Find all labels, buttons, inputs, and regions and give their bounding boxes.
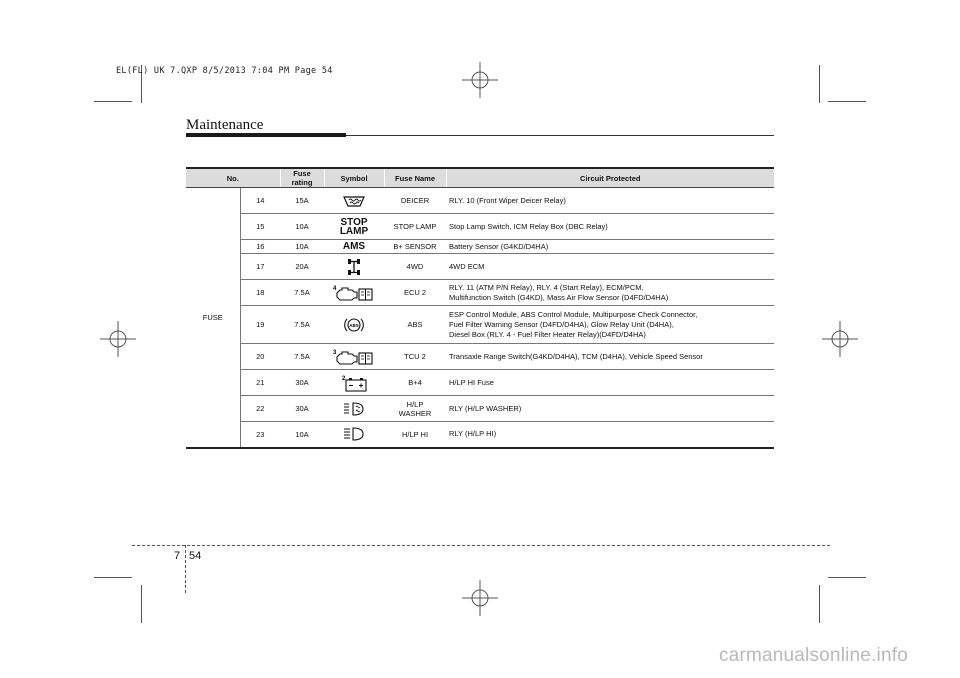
registration-target-icon bbox=[822, 321, 858, 357]
circuit-protected bbox=[446, 188, 774, 214]
headlamp-washer-icon bbox=[343, 401, 365, 417]
table-row bbox=[186, 188, 774, 214]
abs-label: ABS bbox=[349, 322, 359, 328]
circuit-line: Multifunction Switch (G4KD), Mass Air Flow Sensor (D4FD/D4HA) bbox=[449, 292, 669, 302]
section-title: Maintenance bbox=[186, 117, 264, 133]
deicer-icon bbox=[343, 195, 365, 207]
circuit-line: RLY. 10 (Front Wiper Deicer Relay) bbox=[449, 195, 566, 205]
circuit-protected bbox=[446, 306, 774, 344]
fuse-no: 16 bbox=[240, 240, 280, 254]
circuit-line: Stop Lamp Switch, ICM Relay Box (DBC Relay) bbox=[449, 221, 608, 231]
circuit-protected bbox=[446, 280, 774, 306]
crop-mark bbox=[94, 577, 132, 578]
stop-lamp-symbol bbox=[327, 218, 381, 236]
headlamp-high-icon bbox=[343, 426, 365, 442]
symbol-cell bbox=[324, 344, 384, 370]
page-number: 54 bbox=[189, 550, 202, 562]
table-header-row bbox=[186, 168, 774, 188]
title-rule bbox=[346, 135, 774, 136]
header-no: No. bbox=[186, 168, 280, 188]
header-circuit-protected: Circuit Protected bbox=[446, 168, 774, 188]
fuse-rating: 20A bbox=[280, 254, 324, 280]
print-slug: EL(FL) UK 7.QXP 8/5/2013 7:04 PM Page 54 bbox=[116, 66, 333, 76]
header-fuse-name: Fuse Name bbox=[384, 168, 446, 188]
table-row bbox=[186, 370, 774, 396]
crop-mark bbox=[141, 585, 142, 623]
fuse-name: ABS bbox=[384, 306, 446, 344]
circuit-line: Diesel Box (RLY. 4 - Fuel Filter Heater Relay)(D4FD/D4HA) bbox=[449, 329, 646, 339]
crop-mark bbox=[819, 585, 820, 623]
registration-target-icon bbox=[462, 62, 498, 98]
fuse-name: 4WD bbox=[384, 254, 446, 280]
table-row bbox=[186, 306, 774, 344]
title-bar bbox=[186, 133, 346, 137]
circuit-line: RLY (H/LP HI) bbox=[449, 429, 497, 439]
crop-mark bbox=[819, 65, 820, 103]
header-fuse-rating: Fuse rating bbox=[280, 168, 324, 188]
fuse-name: B+4 bbox=[384, 370, 446, 396]
symbol-text: LAMP bbox=[339, 225, 369, 237]
table-row bbox=[186, 344, 774, 370]
header-symbol: Symbol bbox=[324, 168, 384, 188]
circuit-line: H/LP HI Fuse bbox=[449, 377, 494, 387]
footer-divider bbox=[185, 545, 186, 593]
fuse-no: 22 bbox=[240, 396, 280, 422]
fuse-no: 23 bbox=[240, 422, 280, 448]
crop-mark bbox=[828, 577, 866, 578]
symbol-cell bbox=[324, 370, 384, 396]
abs-icon bbox=[343, 316, 365, 334]
fuse-rating: 7.5A bbox=[280, 306, 324, 344]
battery-icon bbox=[340, 374, 368, 392]
circuit-line: Battery Sensor (G4KD/D4HA) bbox=[449, 241, 549, 251]
circuit-number: 4 bbox=[333, 285, 337, 292]
engine-ecu-icon bbox=[333, 284, 375, 302]
fuse-name: H/LP HI bbox=[384, 422, 446, 448]
circuit-line: Transaxle Range Switch(G4KD/D4HA), TCM (D4HA), Vehicle Speed Sensor bbox=[449, 351, 703, 361]
fuse-rating: 30A bbox=[280, 370, 324, 396]
circuit-line: Fuel Filter Warning Sensor (D4FD/D4HA), Glow Relay Unit (D4HA), bbox=[449, 319, 674, 329]
circuit-protected bbox=[446, 370, 774, 396]
table-row bbox=[186, 214, 774, 240]
circuit-protected bbox=[446, 214, 774, 240]
symbol-cell bbox=[324, 396, 384, 422]
symbol-cell bbox=[324, 422, 384, 448]
fuse-no: 17 bbox=[240, 254, 280, 280]
symbol-cell bbox=[324, 188, 384, 214]
fuse-rating: 10A bbox=[280, 422, 324, 448]
table-row bbox=[186, 422, 774, 448]
crop-mark bbox=[94, 101, 132, 102]
table-row bbox=[186, 240, 774, 254]
ams-symbol: AMS bbox=[342, 241, 366, 252]
circuit-protected bbox=[446, 240, 774, 254]
fuse-group-label: FUSE bbox=[186, 188, 240, 448]
fuse-no: 20 bbox=[240, 344, 280, 370]
table-row bbox=[186, 254, 774, 280]
circuit-line: ESP Control Module, ABS Control Module, Multipurpose Check Connector, bbox=[449, 309, 698, 319]
crop-mark bbox=[828, 101, 866, 102]
fuse-no: 21 bbox=[240, 370, 280, 396]
symbol-cell bbox=[324, 280, 384, 306]
fuse-table bbox=[186, 167, 774, 449]
4wd-icon bbox=[347, 257, 361, 277]
fuse-name: ECU 2 bbox=[384, 280, 446, 306]
fuse-rating: 10A bbox=[280, 240, 324, 254]
circuit-line: RLY. 11 (ATM P/N Relay), RLY. 4 (Start Relay), ECM/PCM, bbox=[449, 282, 644, 292]
chapter-number: 7 bbox=[174, 550, 181, 562]
table-row bbox=[186, 396, 774, 422]
fuse-name: STOP LAMP bbox=[384, 214, 446, 240]
fuse-name: B+ SENSOR bbox=[384, 240, 446, 254]
circuit-protected bbox=[446, 344, 774, 370]
circuit-line: RLY (H/LP WASHER) bbox=[449, 403, 522, 413]
circuit-protected bbox=[446, 254, 774, 280]
fuse-rating: 10A bbox=[280, 214, 324, 240]
circuit-protected bbox=[446, 422, 774, 448]
fuse-name: DEICER bbox=[384, 188, 446, 214]
symbol-cell bbox=[324, 214, 384, 240]
fuse-no: 18 bbox=[240, 280, 280, 306]
registration-target-icon bbox=[100, 321, 136, 357]
fuse-no: 14 bbox=[240, 188, 280, 214]
circuit-protected bbox=[446, 396, 774, 422]
table-row bbox=[186, 280, 774, 306]
symbol-text: STOP bbox=[340, 216, 368, 228]
symbol-cell bbox=[324, 254, 384, 280]
fuse-no: 19 bbox=[240, 306, 280, 344]
fuse-no: 15 bbox=[240, 214, 280, 240]
fuse-rating: 15A bbox=[280, 188, 324, 214]
watermark: carmanualsonline.info bbox=[718, 645, 908, 666]
footer-rule bbox=[132, 545, 830, 546]
fuse-name-line: H/LP bbox=[406, 399, 424, 409]
fuse-name: TCU 2 bbox=[384, 344, 446, 370]
symbol-cell bbox=[324, 306, 384, 344]
engine-tcu-icon bbox=[333, 348, 375, 366]
fuse-name bbox=[384, 396, 446, 422]
circuit-number: 3 bbox=[333, 349, 337, 356]
registration-target-icon bbox=[462, 580, 498, 616]
fuse-name-line: WASHER bbox=[398, 408, 432, 418]
circuit-line: 4WD ECM bbox=[449, 261, 485, 271]
fuse-rating: 30A bbox=[280, 396, 324, 422]
circuit-number: 2 bbox=[342, 375, 346, 382]
fuse-rating: 7.5A bbox=[280, 280, 324, 306]
fuse-rating: 7.5A bbox=[280, 344, 324, 370]
symbol-cell bbox=[324, 240, 384, 254]
